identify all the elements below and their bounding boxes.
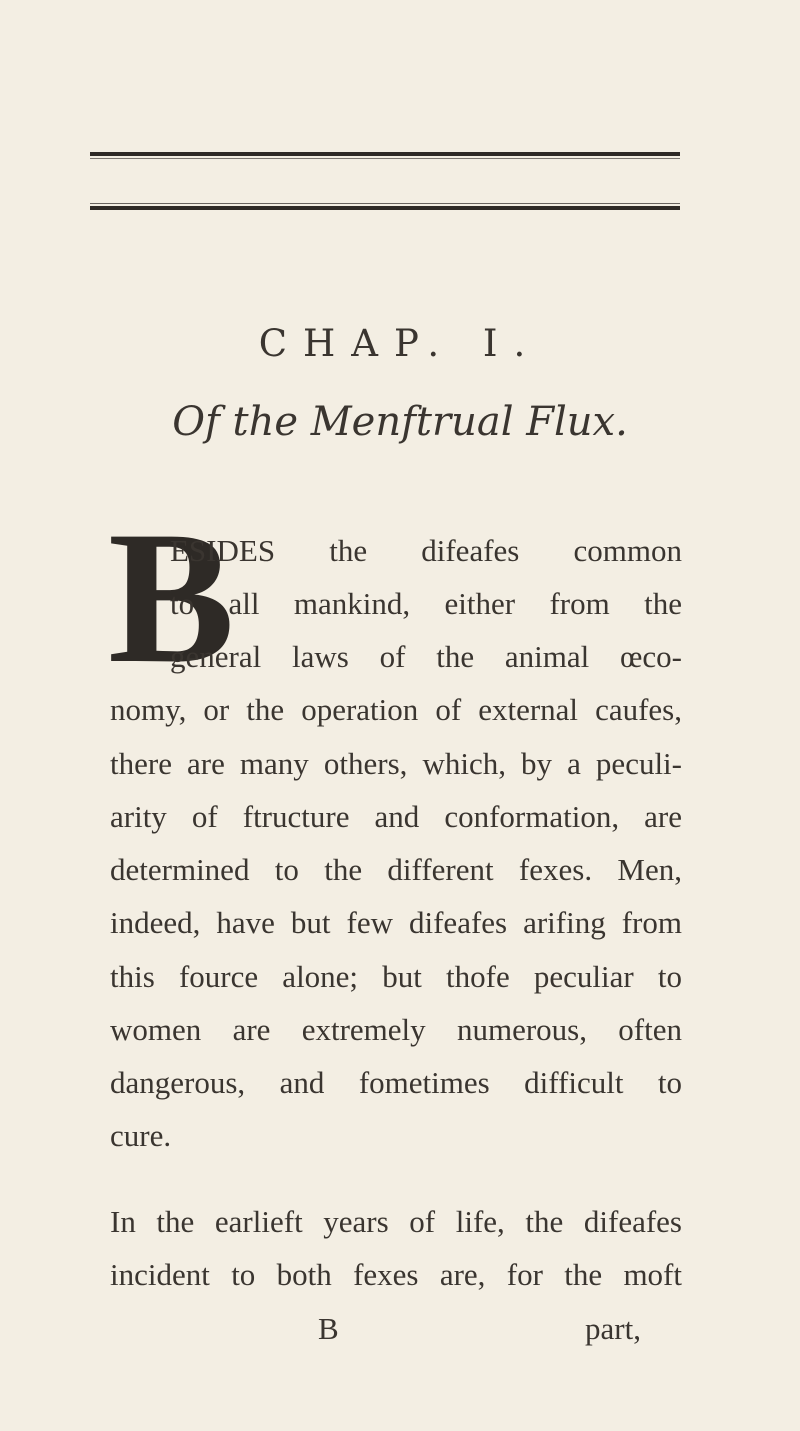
text-line: to all mankind, either from the [170, 586, 682, 621]
text-line: general laws of the animal œco- [170, 639, 682, 674]
text-line: In the earlieft years of life, the difeafes [110, 1204, 682, 1239]
lower-double-rule-thin [90, 203, 680, 204]
text-line: ESIDES the difeafes common [170, 533, 682, 568]
text-line: arity of ftructure and conformation, are [110, 799, 682, 834]
chapter-heading: CHAP. I. [258, 322, 542, 365]
text-line: there are many others, which, by a peculi- [110, 746, 682, 781]
lower-double-rule-thick [90, 206, 680, 210]
text-line: cure. [110, 1118, 172, 1153]
drop-cap: B [108, 493, 235, 703]
signature-mark: B [318, 1311, 339, 1346]
text-line: incident to both fexes are, for the moft [110, 1257, 682, 1292]
top-double-rule-thin [90, 158, 680, 159]
text-line: nomy, or the operation of external caufes, [110, 692, 682, 727]
text-line: determined to the different fexes. Men, [110, 852, 682, 887]
chapter-title: Of the Menftrual Flux. [172, 399, 628, 445]
text-line: women are extremely numerous, often [110, 1012, 682, 1047]
catchword: part, [585, 1311, 641, 1346]
text-line: dangerous, and fometimes difficult to [110, 1065, 682, 1100]
top-double-rule-thick [90, 152, 680, 156]
text-line: indeed, have but few difeafes arifing from [110, 905, 682, 940]
text-line: this fource alone; but thofe peculiar to [110, 959, 682, 994]
